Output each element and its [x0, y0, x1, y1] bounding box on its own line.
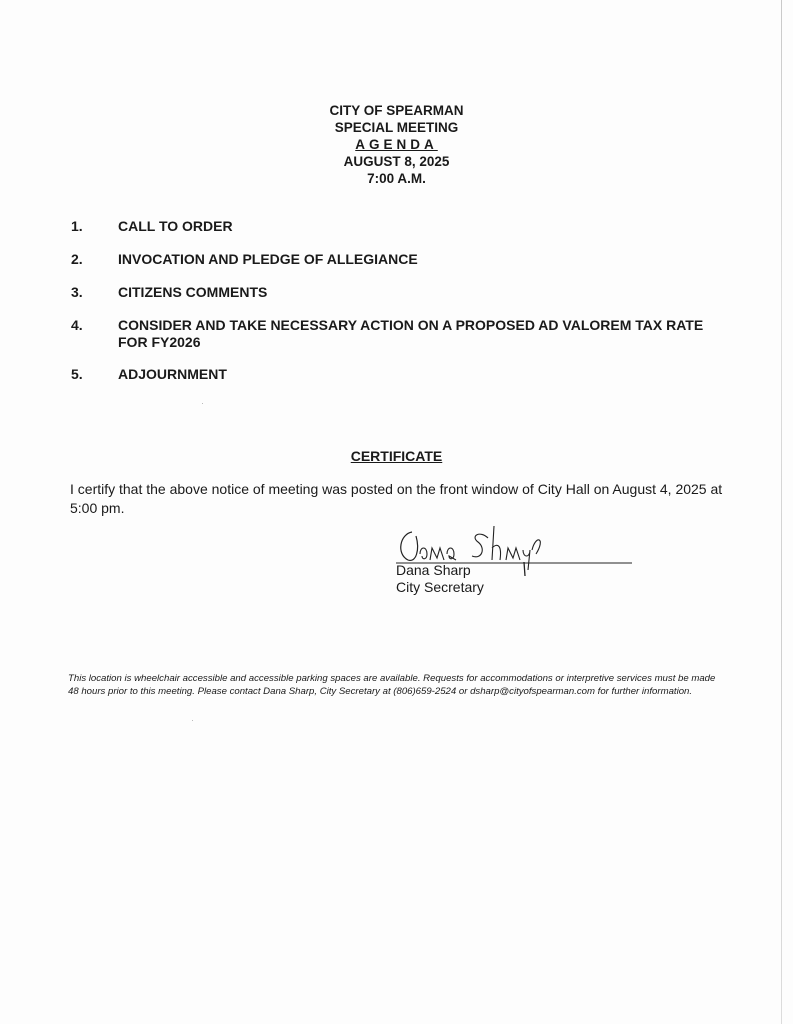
signer-name: Dana Sharp: [396, 562, 471, 578]
meeting-date: AUGUST 8, 2025: [343, 154, 450, 169]
agenda-item-3: [71, 284, 731, 301]
city-name: CITY OF SPEARMAN: [329, 103, 464, 118]
agenda-item-text: CALL TO ORDER: [118, 218, 233, 234]
meeting-type: SPECIAL MEETING: [334, 120, 459, 135]
scan-speck: [192, 720, 193, 721]
agenda-item-number: 1.: [71, 218, 83, 234]
agenda-label: AGENDA: [355, 137, 438, 152]
certificate-title: CERTIFICATE: [350, 448, 443, 464]
agenda-item-number: 4.: [71, 317, 83, 333]
agenda-item-text: CONSIDER AND TAKE NECESSARY ACTION ON A PROPOSED AD VALOREM TAX RATE FOR FY2026: [118, 317, 704, 350]
agenda-item-5: [71, 366, 731, 383]
agenda-item-text: CITIZENS COMMENTS: [118, 284, 268, 300]
agenda-item-number: 5.: [71, 366, 83, 382]
agenda-item-number: 2.: [71, 251, 83, 267]
certificate-body: I certify that the above notice of meeting was posted on the front window of City Hall on August 4, 2025 at 5:00 pm.: [70, 481, 723, 516]
scan-speck: [202, 403, 203, 404]
signer-title: City Secretary: [396, 579, 484, 595]
agenda-item-2: [71, 251, 731, 268]
agenda-item-4: [71, 317, 731, 351]
agenda-item-number: 3.: [71, 284, 83, 300]
meeting-time: 7:00 A.M.: [367, 171, 426, 186]
signature-block: [396, 520, 646, 600]
agenda-header: [0, 102, 793, 187]
agenda-item-text: INVOCATION AND PLEDGE OF ALLEGIANCE: [118, 251, 418, 267]
agenda-item-text: ADJOURNMENT: [118, 366, 227, 382]
accessibility-notice: This location is wheelchair accessible and accessible parking spaces are available. Requests for accommodations or interpretive services must be made 48 hours prior to this meeting. Please contact Dana Sharp, City Secretary at (806)659-2524 or dsharp@cityofspearman.com for further information.: [68, 673, 716, 697]
agenda-item-1: [71, 218, 731, 235]
